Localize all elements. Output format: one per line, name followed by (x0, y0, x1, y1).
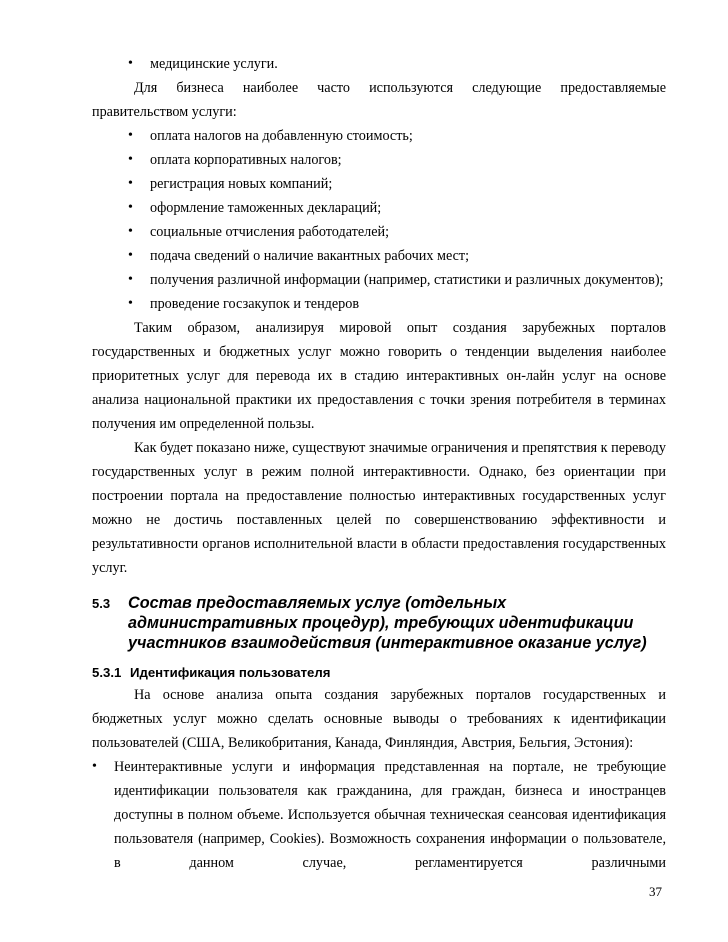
bullet-icon: • (128, 128, 133, 143)
business-intro-paragraph: Для бизнеса наиболее часто используются следующие предоставляемые правительством услуги: (92, 80, 666, 120)
list-item (92, 148, 666, 172)
bullet-icon: • (128, 200, 133, 215)
bullet-icon: • (128, 248, 133, 263)
business-services-list (92, 124, 666, 316)
list-item (92, 268, 666, 292)
list-item-text: социальные отчисления работодателей; (150, 224, 390, 240)
list-item-text: проведение госзакупок и тендеров (150, 296, 360, 312)
list-item-text: Неинтерактивные услуги и информация представленная на портале, не требующие идентификации пользователя как гражданина, для граждан, бизнеса и иностранцев доступны в полном объеме. Используется обычная техническая сеансовая идентификация пользователя (например, Cookies). Возможность сохранения информации о пользователе, в данном случае, регламентируется различными (114, 759, 666, 871)
bullet-icon: • (128, 152, 133, 167)
page-number: 37 (649, 884, 662, 899)
list-item (92, 52, 666, 76)
list-item (92, 124, 666, 148)
list-item-text: оплата корпоративных налогов; (150, 152, 342, 168)
subsection-number: 5.3.1 (92, 665, 122, 680)
bullet-icon: • (128, 296, 133, 311)
subsection-heading (92, 663, 666, 683)
list-item-text: получения различной информации (например, статистики и различных документов); (150, 272, 664, 288)
list-item (92, 755, 666, 875)
list-item-text: оплата налогов на добавленную стоимость; (150, 128, 413, 144)
bullet-icon: • (92, 759, 97, 774)
document-page (92, 52, 666, 875)
list-item (92, 172, 666, 196)
bullet-icon: • (128, 224, 133, 239)
list-item-text: регистрация новых компаний; (150, 176, 333, 192)
list-item (92, 220, 666, 244)
bullet-icon: • (128, 272, 133, 287)
list-item (92, 292, 666, 316)
subsection-title: Идентификация пользователя (130, 665, 331, 680)
bullet-icon: • (128, 176, 133, 191)
list-item-text: оформление таможенных деклараций; (150, 200, 382, 216)
paragraph-tendency: Таким образом, анализируя мировой опыт создания зарубежных порталов государственных и бюджетных услуг можно говорить о тенденции выделения наиболее приоритетных услуг для перевода их в стадию интерактивных он-лайн услуг на основе анализа национальной практики их предоставления с точки зрения потребителя в терминах получения им определенной пользы. (92, 320, 666, 432)
list-item-text: медицинские услуги. (150, 56, 278, 72)
list-item (92, 196, 666, 220)
list-item-text: подача сведений о наличие вакантных рабочих мест; (150, 248, 470, 264)
section-number: 5.3 (92, 596, 111, 611)
section-title: Состав предоставляемых услуг (отдельных административных процедур), требующих идентификации участников взаимодействия (интерактивное оказание услуг) (128, 594, 647, 652)
section-heading (92, 593, 666, 653)
list-item (92, 244, 666, 268)
bullet-icon: • (128, 56, 133, 71)
paragraph-analysis: На основе анализа опыта создания зарубежных порталов государственных и бюджетных услуг можно сделать основные выводы о требованиях к идентификации пользователей (США, Великобритания, Канада, Финляндия, Австрия, Бельгия, Эстония): (92, 687, 666, 751)
paragraph-limitations: Как будет показано ниже, существуют значимые ограничения и препятствия к переводу государственных услуг в режим полной интерактивности. Однако, без ориентации при построении портала на предоставление полностью интерактивных государственных услуг можно не достичь поставленных целей по совершенствованию эффективности и результативности органов исполнительной власти в области предоставления государственных услуг. (92, 440, 666, 576)
